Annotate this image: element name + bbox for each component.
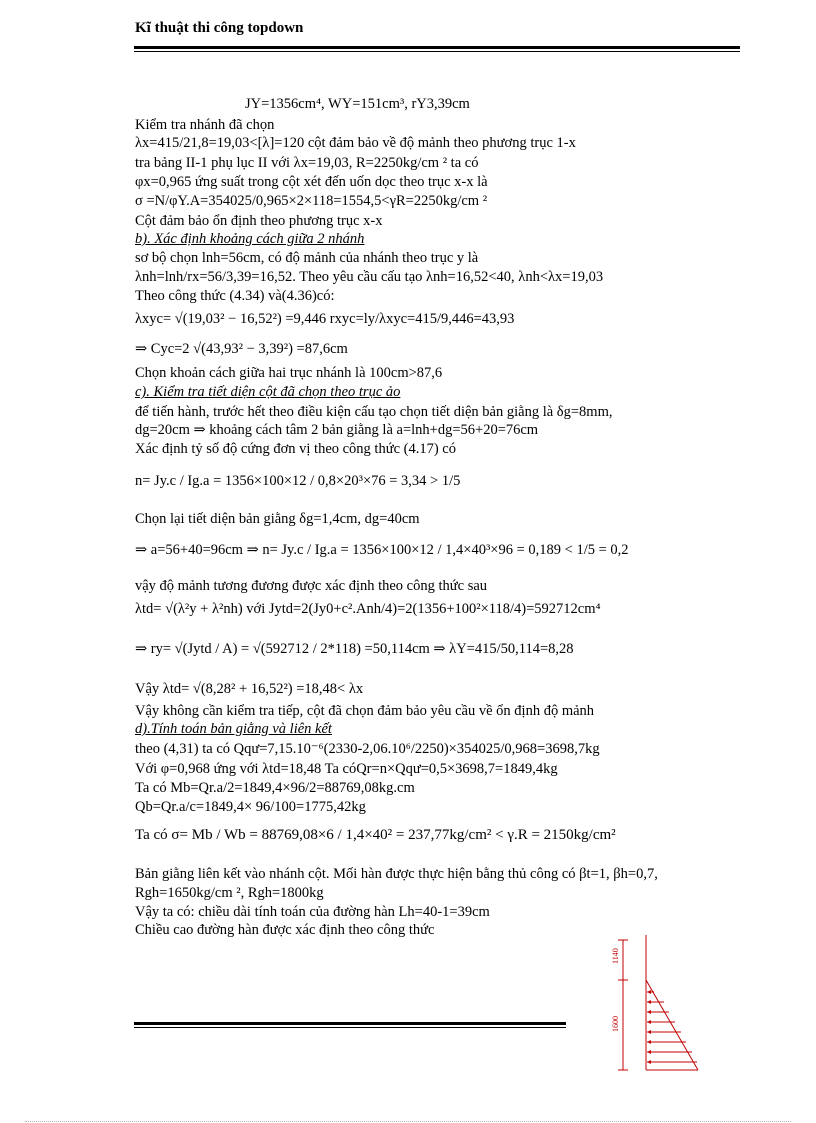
text-line: Xác định tỷ số độ cứng đơn vị theo công thức (4.17) có — [135, 441, 456, 457]
text-line: λnh=lnh/rx=56/3,39=16,52. Theo yêu cầu cấu tạo λnh=16,52<40, λnh<λx=19,03 — [135, 269, 604, 285]
text-line: theo (4,31) ta có Qqư=7,15.10⁻⁶(2330-2,06.10⁶/2250)×354025/0,968=3698,7kg — [135, 741, 600, 757]
text-line: dg=20cm ⇒ khoảng cách tâm 2 bản giằng là a=lnh+dg=56+20=76cm — [135, 422, 539, 438]
text-line: Kiểm tra nhánh đã chọn — [135, 117, 275, 133]
text-line: Chọn lại tiết diện bản giằng δg=1,4cm, dg=40cm — [135, 511, 420, 527]
text-line: Chọn khoản cách giữa hai trục nhánh là 100cm>87,6 — [135, 365, 443, 381]
text-line: Chiều cao đường hàn được xác định theo công thức — [135, 922, 435, 938]
header-rule-thin — [134, 51, 740, 52]
section-heading: c). Kiểm tra tiết diện cột đã chọn theo trục ảo — [135, 384, 401, 400]
text-line: Ta có Mb=Qr.a/2=1849,4×96/2=88769,08kg.cm — [135, 780, 415, 796]
text-line: Vậy ta có: chiều dài tính toán của đường hàn Lh=40-1=39cm — [135, 904, 490, 920]
text-line: Vậy không cần kiểm tra tiếp, cột đã chọn đảm bảo yêu cầu về ổn định độ mảnh — [135, 703, 595, 719]
text-line: Bản giằng liên kết vào nhánh cột. Mối hàn được thực hiện bằng thủ công có βt=1, βh=0,7, — [135, 866, 658, 882]
text-line: Rgh=1650kg/cm ², Rgh=1800kg — [135, 885, 324, 901]
text-line: σ =N/φY.A=354025/0,965×2×118=1554,5<γR=2250kg/cm ² — [135, 193, 488, 209]
section-heading: d).Tính toán bản giằng và liên kết — [135, 721, 332, 737]
text-line: sơ bộ chọn lnh=56cm, có độ mảnh của nhánh theo trục y là — [135, 250, 479, 266]
dim-label-bottom: 1600 — [611, 1016, 620, 1032]
page-edge — [25, 1121, 791, 1122]
text-line: λx=415/21,8=19,03<[λ]=120 cột đảm bảo về độ mảnh theo phương trục 1-x — [135, 135, 576, 151]
formula-line: λxyc= √(19,03² − 16,52²) =9,446 rxyc=ly/λxyc=415/9,446=43,93 — [135, 311, 515, 327]
formula-line: ⇒ a=56+40=96cm ⇒ n= Jy.c / Ig.a = 1356×100×12 / 1,4×40³×96 = 0,189 < 1/5 = 0,2 — [135, 542, 629, 558]
header-rule — [134, 46, 740, 49]
text-line: φx=0,965 ứng suất trong cột xét đến uốn dọc theo trục x-x là — [135, 174, 488, 190]
formula-line: ⇒ ry= √(Jytd / A) = √(592712 / 2*118) =50,114cm ⇒ λY=415/50,114=8,28 — [135, 641, 574, 657]
footer-rule — [134, 1022, 566, 1025]
page-header: Kĩ thuật thi công topdown — [135, 20, 304, 36]
formula-line: n= Jy.c / Ig.a = 1356×100×12 / 0,8×20³×76 = 3,34 > 1/5 — [135, 473, 461, 489]
formula-line: ⇒ Cyc=2 √(43,93² − 3,39²) =87,6cm — [135, 341, 348, 357]
footer-rule-thin — [134, 1027, 566, 1028]
text-line: Với φ=0,968 ứng với λtd=18,48 Ta cóQr=n×Qqư=0,5×3698,7=1849,4kg — [135, 761, 558, 777]
text-line: để tiến hành, trước hết theo điều kiện cấu tạo chọn tiết diện bản giằng là δg=8mm, — [135, 404, 613, 420]
dim-label-top: 1140 — [611, 948, 620, 964]
text-line: JY=1356cm⁴, WY=151cm³, rY3,39cm — [245, 96, 470, 112]
text-line: tra bảng II-1 phụ lục II với λx=19,03, R=2250kg/cm ² ta có — [135, 155, 479, 171]
pressure-diagram — [596, 930, 706, 1075]
text-line: vậy độ mảnh tương đương được xác định theo công thức sau — [135, 578, 488, 594]
pressure-arrows — [647, 992, 697, 1062]
formula-line: Ta có σ= Mb / Wb = 88769,08×6 / 1,4×40² = 237,77kg/cm² < γ.R = 2150kg/cm² — [135, 827, 616, 843]
section-heading: b). Xác định khoảng cách giữa 2 nhánh — [135, 231, 365, 247]
text-line: Theo công thức (4.34) và(4.36)có: — [135, 288, 335, 304]
text-line: Qb=Qr.a/c=1849,4× 96/100=1775,42kg — [135, 799, 366, 815]
formula-line: λtd= √(λ²y + λ²nh) với Jytd=2(Jy0+c².Anh/4)=2(1356+100²×118/4)=592712cm⁴ — [135, 601, 601, 617]
text-line: Cột đảm bảo ổn định theo phương trục x-x — [135, 213, 383, 229]
formula-line: Vậy λtd= √(8,28² + 16,52²) =18,48< λx — [135, 681, 364, 697]
pressure-slope — [646, 980, 698, 1070]
